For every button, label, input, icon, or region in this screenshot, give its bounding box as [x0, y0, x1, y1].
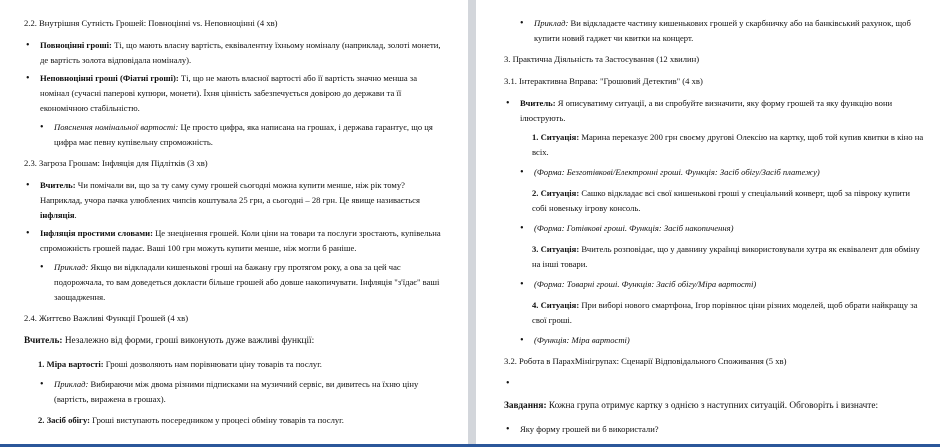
situation-text: Марина переказує 200 грн своєму другові Олексію на картку, щоб той купив квитки в кіно на всіх.	[532, 132, 924, 157]
note-text: Це просто цифра, яка написана на грошах, і держава гарантує, що ця цифра має певну купівельну спроможність.	[54, 122, 433, 147]
situation-text: Вчитель розповідає, що у давнину українці використовували хутра як еквівалент для обміну на інші товари.	[532, 244, 920, 269]
situation-4	[504, 298, 926, 328]
inflation-list	[24, 178, 448, 256]
function-text: Гроші дозволяють нам порівнювати ціну товарів та послуг.	[103, 359, 322, 369]
answer-item: • (Функція: Міра вартості)	[504, 333, 926, 348]
answer-item: • (Форма: Товарні гроші. Функція: Засіб обігу/Міра вартості)	[504, 277, 926, 292]
empty-list-item	[504, 376, 926, 392]
example-label: Приклад:	[534, 18, 569, 28]
task-paragraph	[504, 398, 926, 414]
list-item	[24, 178, 448, 223]
speaker-label: Вчитель:	[24, 336, 63, 346]
sub-list	[24, 120, 448, 150]
answer-list	[504, 165, 926, 180]
answer-list	[504, 333, 926, 348]
document-page-left	[0, 0, 468, 447]
note-label: Пояснення номінальної вартості:	[54, 122, 179, 132]
example-text: Ви відкладаєте частину кишенькових грошей у скарбничку або на банківський рахунок, щоб купити новий гаджет чи квитки на концерт.	[534, 18, 911, 43]
situation-1	[504, 130, 926, 160]
list-item	[24, 120, 448, 150]
situation-text: Сашко відкладає всі свої кишенькові гроші у спеціальний конверт, щоб за півроку купити собі новеньку ігрову консоль.	[532, 188, 911, 213]
task-label: Завдання:	[504, 401, 547, 411]
list-item: • Яку форму грошей ви б використали?	[504, 422, 926, 437]
question-list	[504, 422, 926, 437]
speaker-text: Незалежно від форми, гроші виконують дуже важливі функції:	[62, 336, 315, 346]
term-text: Ті, що не мають власної вартості або її вартість значно менша за номінал (сучасні паперові купюри, монети). Їхня цінність забезпечується довірою до держави та її економічною стабільністю.	[40, 73, 418, 113]
list-item	[24, 71, 448, 116]
function-1	[24, 357, 448, 372]
list-item	[504, 96, 926, 126]
term-text: Ті, що мають власну вартість, еквівалентну їхньому номіналу (наприклад, золоті монети, де вартість золота відповідала номіналу).	[40, 40, 441, 65]
function-text: Гроші виступають посередником у процесі обміну товарів та послуг.	[90, 415, 344, 425]
sub-list	[24, 377, 448, 407]
task-text: Кожна група отримує картку з однією з наступних ситуацій. Обговоріть і визначте:	[546, 401, 879, 411]
list-item	[24, 260, 448, 305]
example-label: Приклад:	[54, 379, 89, 389]
money-types-list	[24, 38, 448, 116]
section-heading-2-3: 2.3. Загроза Грошам: Інфляція для Підлітків (3 хв)	[24, 158, 208, 168]
example-text: Вибираючи між двома різними підписками на музичний сервіс, ви дивитесь на їхню ціну (вартість, виражена в грошах).	[54, 379, 419, 404]
term-text: Це знецінення грошей. Коли ціни на товари та послуги зростають, купівельна спроможність грошей падає. Ваші 100 грн можуть купити менше, ніж могли б раніше.	[40, 228, 441, 253]
function-label: 1. Міра вартості:	[38, 359, 104, 369]
term-label: Неповноцінні гроші (Фіатні гроші):	[40, 73, 179, 83]
speaker-label: Вчитель:	[40, 180, 76, 190]
term-label: Повноцінні гроші:	[40, 40, 112, 50]
situation-3	[504, 242, 926, 272]
answer-item: • (Форма: Безготівкові/Електронні гроші. Функція: Засіб обігу/Засіб платежу)	[504, 165, 926, 180]
sentence-end: .	[74, 210, 77, 220]
answer-item: • (Форма: Готівкові гроші. Функція: Засіб накопичення)	[504, 221, 926, 236]
document-page-right	[476, 0, 940, 447]
situation-text: При виборі нового смартфона, Ігор порівнює ціни різних моделей, щоб обрати найкращу за свої гроші.	[532, 300, 918, 325]
section-heading-2-2: 2.2. Внутрішня Сутність Грошей: Повноцінні vs. Неповноцінні (4 хв)	[24, 18, 278, 28]
example-text: Якщо ви відкладали кишенькові гроші на бажану гру протягом року, а ова за цей час подорожчала, то вам доведеться докласти більше грошей або довше накопичувати. Інфляція "з'їдає" ваші заощадження.	[54, 262, 440, 302]
situation-label: 3. Ситуація:	[532, 244, 580, 254]
speaker-text: Я описуватиму ситуації, а ви спробуйте визначити, яку форму грошей та яку функцію вони ілюструють.	[520, 98, 893, 123]
list-item	[24, 377, 448, 407]
exercise-list	[504, 96, 926, 126]
function-2	[24, 413, 448, 428]
function-label: 2. Засіб обігу:	[38, 415, 91, 425]
section-heading-2-4: 2.4. Життєво Важливі Функції Грошей (4 хв)	[24, 313, 189, 323]
section-heading-3-2: 3.2. Робота в ПарахМінігрупах: Сценарії Відповідального Споживання (5 хв)	[504, 356, 787, 366]
section-heading-3: 3. Практична Діяльність та Застосування (12 хвилин)	[504, 54, 700, 64]
situation-label: 1. Ситуація:	[532, 132, 580, 142]
answer-list	[504, 221, 926, 236]
page-gap	[468, 0, 476, 447]
situation-label: 4. Ситуація:	[532, 300, 580, 310]
speaker-label: Вчитель:	[520, 98, 556, 108]
answer-list	[504, 277, 926, 292]
example-label: Приклад:	[54, 262, 89, 272]
term-label: Інфляція простими словами:	[40, 228, 153, 238]
section-heading-3-1: 3.1. Інтерактивна Вправа: "Грошовий Детектив" (4 хв)	[504, 76, 703, 86]
sub-list	[24, 260, 448, 305]
keyword: інфляція	[40, 210, 75, 220]
situation-label: 2. Ситуація:	[532, 188, 580, 198]
teacher-paragraph	[24, 333, 448, 349]
list-item	[24, 226, 448, 256]
list-item	[504, 16, 926, 46]
situation-2	[504, 186, 926, 216]
speaker-text: Чи помічали ви, що за ту саму суму грошей сьогодні можна купити менше, ніж рік тому? Наприклад, учора пачка улюблених чипсів коштувала 25 грн, а сьогодні – 28 грн. Це явище називається	[40, 180, 420, 205]
sub-list	[504, 16, 926, 46]
list-item	[24, 38, 448, 68]
